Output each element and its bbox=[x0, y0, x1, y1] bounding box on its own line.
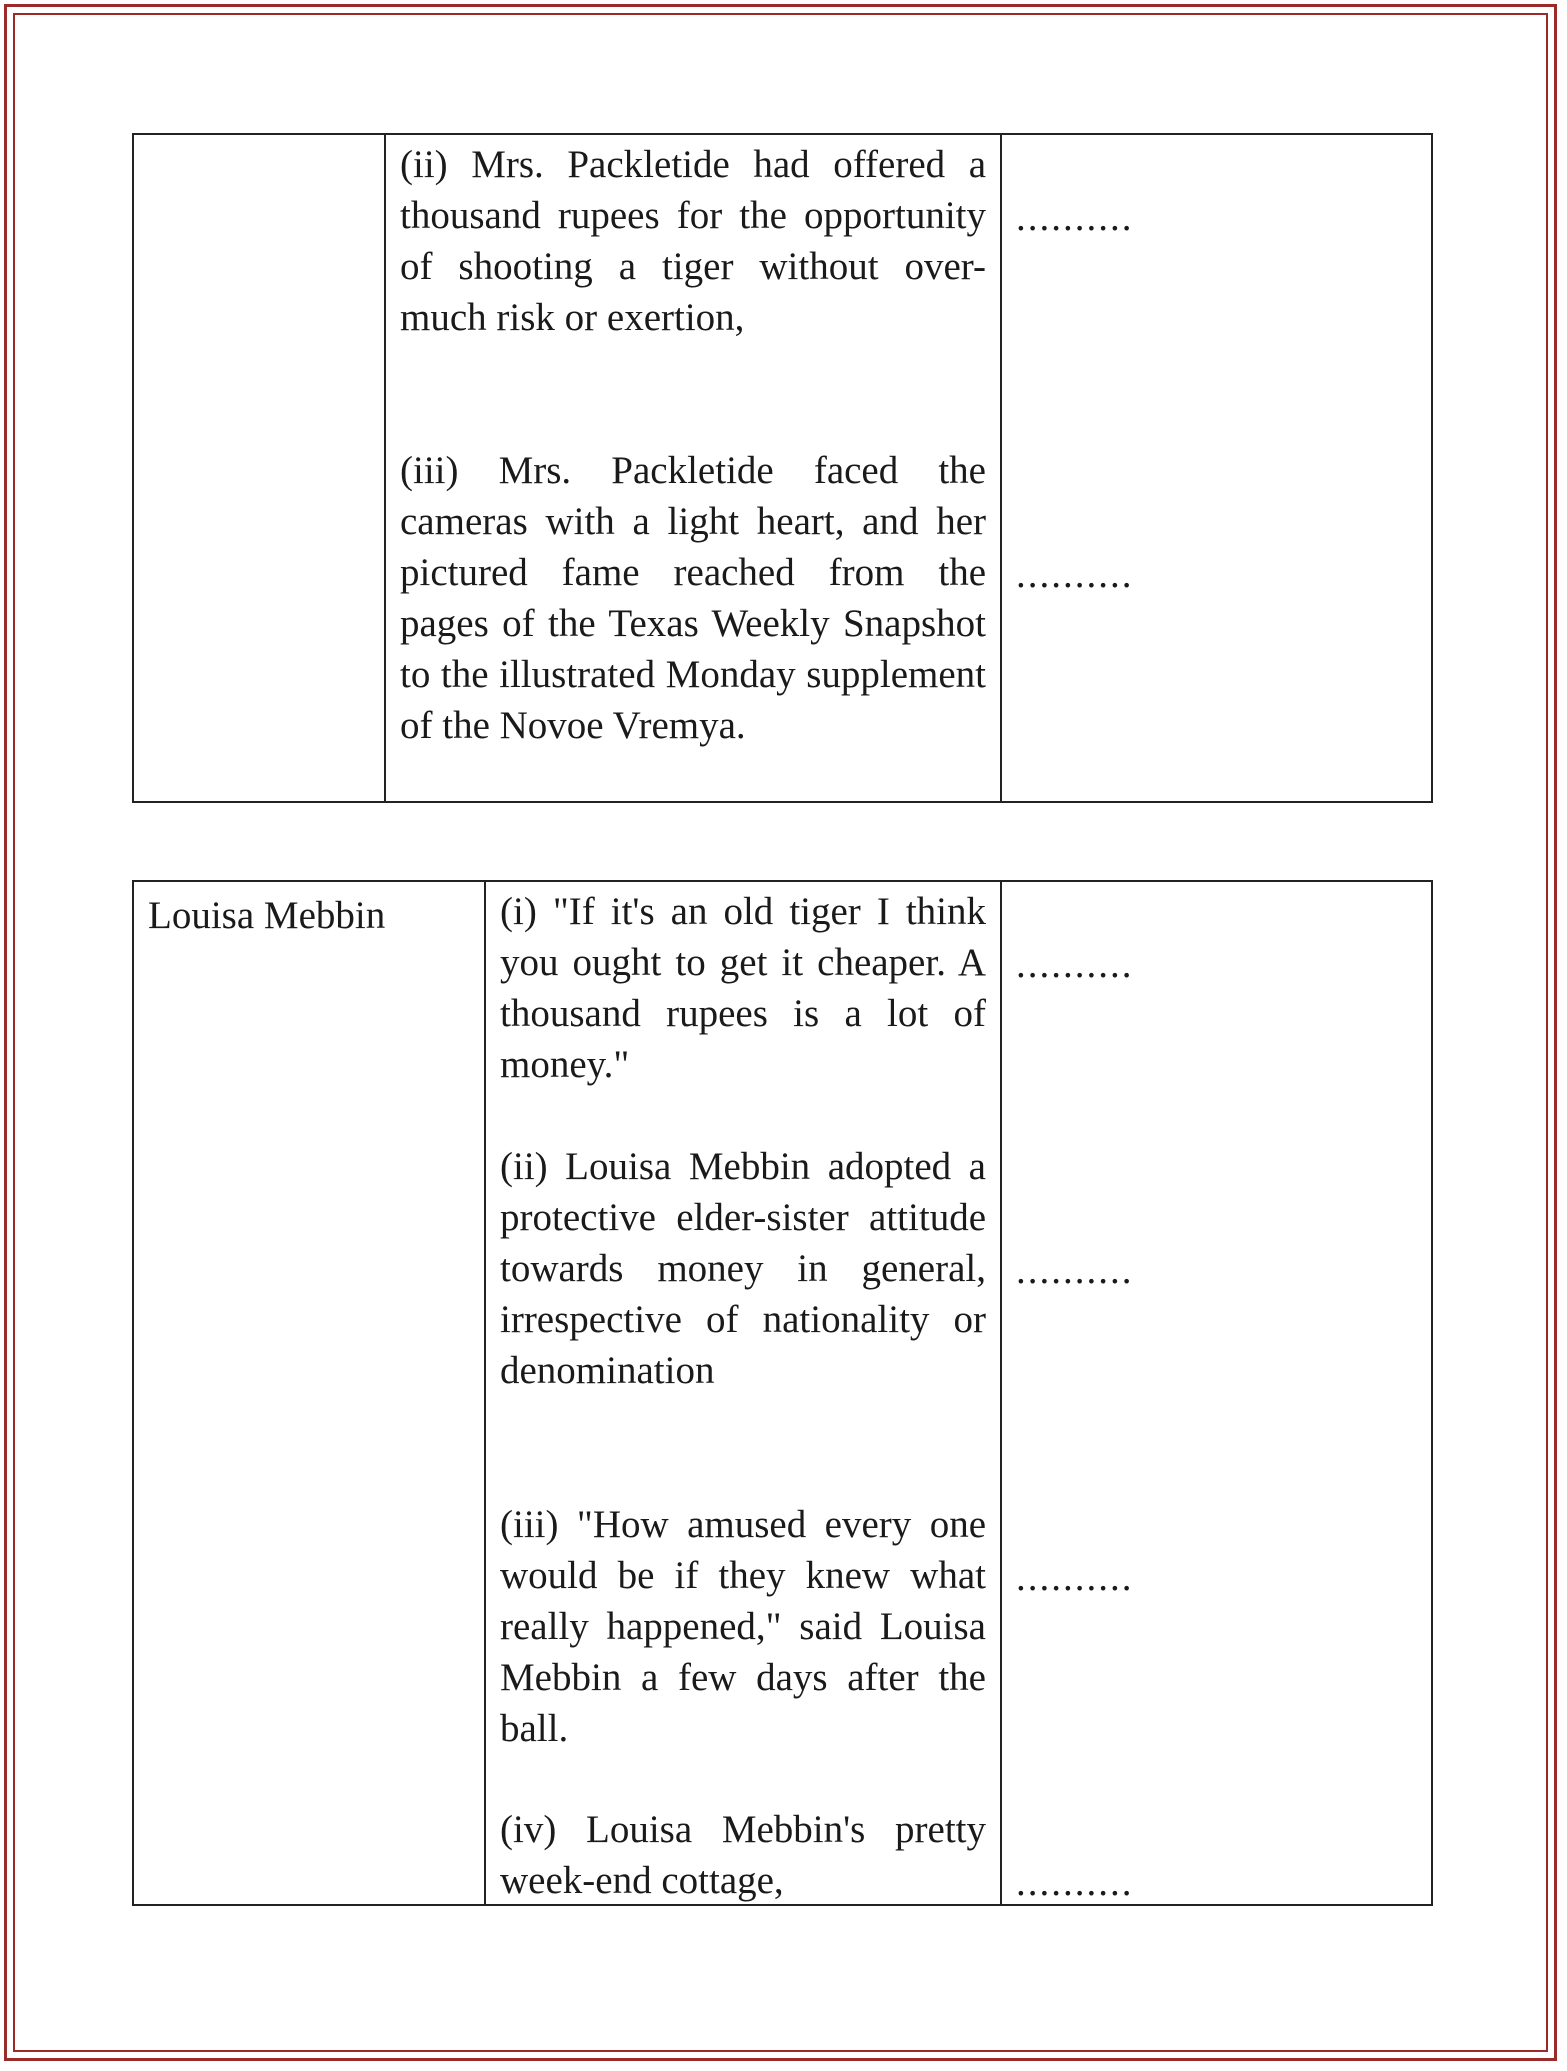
answer-blank[interactable]: .......... bbox=[1016, 553, 1134, 596]
quote-item: (iv) Louisa Mebbin's pretty week-end cottage, bbox=[500, 1808, 986, 1902]
quote-item: (ii) Louisa Mebbin adopted a protective elder-sister attitude towards money in general, irrespective of nationality or denomination bbox=[500, 1145, 986, 1392]
quote-cell bbox=[484, 882, 1000, 1904]
quote-item: (ii) Mrs. Packletide had offered a thousand rupees for the opportunity of shooting a tiger without over-much risk or exertion, bbox=[400, 143, 986, 339]
answer-cell bbox=[1000, 882, 1431, 1904]
answer-blank[interactable]: .......... bbox=[1016, 1249, 1134, 1292]
answer-blank[interactable]: .......... bbox=[1016, 196, 1134, 239]
character-name: Louisa Mebbin bbox=[148, 894, 386, 937]
answer-blank[interactable]: .......... bbox=[1016, 1556, 1134, 1599]
answer-blank[interactable]: .......... bbox=[1016, 943, 1134, 986]
answer-blank[interactable]: .......... bbox=[1016, 1861, 1134, 1904]
character-table-1 bbox=[132, 133, 1433, 803]
character-name-cell bbox=[134, 135, 384, 801]
quote-item: (iii) "How amused every one would be if they knew what really happened," said Louisa Mebbin a few days after the ball. bbox=[500, 1503, 986, 1750]
quote-item: (iii) Mrs. Packletide faced the cameras with a light heart, and her pictured fame reached from the pages of the Texas Weekly Snapshot to the illustrated Monday supplement of the Novoe Vremya. bbox=[400, 449, 986, 747]
answer-cell bbox=[1000, 135, 1431, 801]
character-table-2 bbox=[132, 880, 1433, 1906]
quote-item: (i) "If it's an old tiger I think you ought to get it cheaper. A thousand rupees is a lot of money." bbox=[500, 890, 986, 1086]
quote-cell bbox=[384, 135, 1000, 801]
character-name-cell bbox=[134, 882, 484, 1904]
